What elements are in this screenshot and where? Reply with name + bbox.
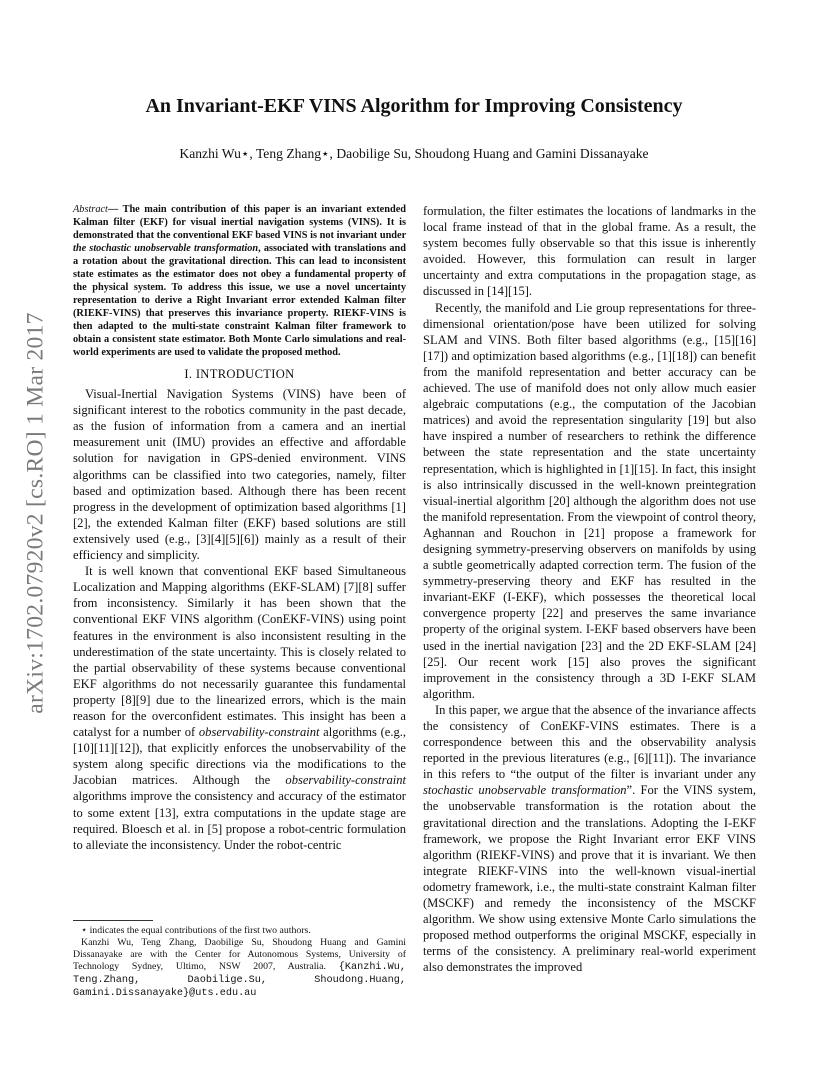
abstract-lead: Abstract [73,204,108,215]
footnote-rule [73,920,153,921]
intro-p2-emphasis-2: observability-constraint [285,773,406,788]
right-p3-text-b: ”. For the VINS system, the unobservable transformation is the rotation about the gravitational direction and the translations. Adopting the I-EKF framework, we propose the Right Invariant error EKF VINS algorithm (RIEKF-VINS) and prove that it is invariant. We then integrate RIEKF-VINS into the well-known visual-inertial odometry framework, i.e., the multi-state constraint Kalman filter (MSCKF) and remedy the inconsistency of the MSCKF algorithm. We show using extensive Monte Carlo simulations the proposed method outperforms the original MSCKF, especially in terms of the consistency. A preliminary real-world experiment also demonstrates the improved [423,783,756,975]
footnote-equal-contribution: ⋆ indicates the equal contributions of the first two authors. [81,925,311,936]
intro-paragraph-1: Visual-Inertial Navigation Systems (VINS) have been of significant interest to the robotics community in the past decade, as the fusion of information from a camera and an inertial measurement unit (IMU) provides an effective and affordable solution for navigation in GPS-denied environment. VINS algorithms can be classified into two categories, namely, filter based and optimization based. Although there has been recent progress in the development of optimization based algorithms [1][2], the extended Kalman filter (EKF) based solutions are still extensively used (e.g., [3][4][5][6]) mainly as a result of their efficiency and simplicity. [73,387,406,563]
paper-title: An Invariant-EKF VINS Algorithm for Improving Consistency [145,95,683,117]
right-paragraph-3 [423,702,756,976]
arxiv-identifier [18,285,54,740]
footnote-emails: {Kanzhi.Wu, Teng.Zhang, Daobilige.Su, Shoudong.Huang, Gamini.Dissanayake}@uts.edu.au [73,962,406,999]
arxiv-identifier-text: arXiv:1702.07920v2 [cs.RO] 1 Mar 2017 [22,311,49,714]
intro-p2-text-c: algorithms improve the consistency and accuracy of the estimator to some extent [13], extra computations in the update stage are required. Bloesch et al. in [5] propose a robot-centric formulation to alleviate the inconsistency. Under the robot-centric [73,789,406,852]
intro-p2-text-a: It is well known that conventional EKF based Simultaneous Localization and Mapping algorithms (EKF-SLAM) [7][8] suffer from inconsistency. Similarly it has been shown that the conventional EKF VINS algorithm (ConEKF-VINS) using point features in the environment is also inconsistent resulting in the underestimation of the state uncertainty. This is closely related to the partial observability of these systems because conventional EKF algorithms do not necessarily guarantee this fundamental property [8][9] due to the linearized errors, which is the main reason for the overconfident estimates. This insight has been a catalyst for a number of [73,564,406,740]
author-list: Kanzhi Wu⋆, Teng Zhang⋆, Daobilige Su, Shoudong Huang and Gamini Dissanayake [179,146,649,161]
abstract [73,203,406,359]
left-column [73,203,406,853]
footnote [73,920,406,1000]
abstract-emphasis: the stochastic unobservable transformation [73,243,259,254]
right-column [423,203,756,976]
intro-p2-emphasis-1: observability-constraint [198,725,320,740]
right-p3-emphasis: stochastic unobservable transformation [423,783,627,798]
footnote-affiliation [73,937,406,1000]
right-paragraph-2: Recently, the manifold and Lie group representations for three-dimensional orientation/pose have been utilized for solving SLAM and VINS. Both filter based algorithms (e.g., [15][16][17]) and optimization based algorithms (e.g., [1][18]) can benefit from the manifold representation and better accuracy can be achieved. The use of manifold does not only allow much easier algebraic computations (e.g., the computation of the Jacobian matrices) and avoid the representation singularity [19] but also have inspired a number of researchers to rethink the difference between the state representation and the state uncertainty representation, which is highlighted in [1][15]. In fact, this insight is also intrinsically discussed in the well-known preintegration visual-inertial algorithm [20] although the algorithm does not use the manifold representation. From the viewpoint of control theory, Aghannan and Rouchon in [21] propose a framework for designing symmetry-preserving observers on manifolds by using a subtle geometrically adapted correction term. The fusion of the symmetry-preserving theory and EKF has resulted in the invariant-EKF (I-EKF), which possesses the theoretical local convergence property [22] and preserves the same invariance property of the original system. I-EKF based observers have been used in the inertial navigation [23] and the 2D EKF-SLAM [24][25]. Our recent work [15] also proves the significant improvement in the consistency through a 3D I-EKF SLAM algorithm. [423,300,756,701]
footnote-affiliation-text: Kanzhi Wu, Teng Zhang, Daobilige Su, Shoudong Huang and Gamini Dissanayake are with the Center for Autonomous Systems, University of Technology Sydney, Ultimo, NSW 2007, Australia. [73,937,406,972]
abstract-text-1: — The main contribution of this paper is an invariant extended Kalman filter (EKF) for visual inertial navigation systems (VINS). It is demonstrated that the conventional EKF based VINS is not invariant under [73,204,406,241]
right-p3-text-a: In this paper, we argue that the absence of the invariance affects the consistency of ConEKF-VINS estimates. There is a correspondence between this and the observability analysis reported in the previous literatures (e.g., [6][11]). The invariance in this refers to “the output of the filter is invariant under any [423,702,756,782]
section-heading-introduction: I. INTRODUCTION [184,367,295,381]
intro-paragraph-2 [73,563,406,853]
intro-p2-text-b: algorithms (e.g., [10][11][12]), that explicitly enforces the unobservability of the system along specific directions via the modifications to the Jacobian matrices. Although the [73,725,407,788]
right-paragraph-1: formulation, the filter estimates the locations of landmarks in the local frame instead of that in the global frame. As a result, the system becomes fully observable so that this issue is inherently avoided. However, this formulation can result in larger uncertainty and extra computations in the propagation stage, as discussed in [14][15]. [423,204,756,299]
abstract-text-2: , associated with translations and a rotation about the gravitational direction. This can lead to inconsistent state estimates as the estimator does not obey a fundamental property of the physical system. To address this issue, we use a novel uncertainty representation to derive a Right Invariant error extended Kalman filter (RIEKF-VINS) that preserves this invariance property. RIEKF-VINS is then adapted to the multi-state constraint Kalman filter framework to obtain a consistent state estimator. Both Monte Carlo simulations and real-world experiments are used to validate the proposed method. [73,243,406,358]
